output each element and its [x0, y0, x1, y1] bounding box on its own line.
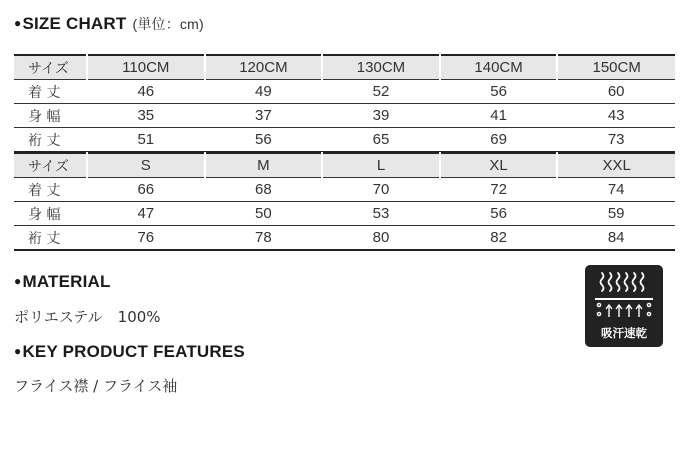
- value-cell: 46: [87, 80, 205, 104]
- header-size-cell: M: [205, 153, 323, 178]
- features-heading: [14, 342, 245, 362]
- value-cell: 80: [322, 226, 440, 251]
- value-cell: 56: [440, 202, 558, 226]
- header-label-cell: サイズ: [14, 153, 87, 178]
- value-cell: 49: [205, 80, 323, 104]
- table-row: [14, 202, 675, 226]
- table-row: [14, 80, 675, 104]
- value-cell: 66: [87, 178, 205, 202]
- table-header-row: [14, 153, 675, 178]
- value-cell: 53: [322, 202, 440, 226]
- features-value: フライス襟 / フライス袖: [14, 377, 178, 395]
- size-chart-heading: [14, 14, 204, 34]
- value-cell: 52: [322, 80, 440, 104]
- header-size-cell: S: [87, 153, 205, 178]
- moisture-wicking-icon: [585, 265, 663, 325]
- bullet: ●: [14, 274, 22, 288]
- size-chart-unit: (単位：cm): [132, 16, 204, 32]
- value-cell: 78: [205, 226, 323, 251]
- value-cell: 35: [87, 104, 205, 128]
- header-size-cell: 110CM: [87, 55, 205, 80]
- table-row: [14, 104, 675, 128]
- value-cell: 74: [557, 178, 675, 202]
- value-cell: 51: [87, 128, 205, 153]
- table-row: [14, 178, 675, 202]
- material-value: ポリエステル 100%: [14, 308, 161, 326]
- value-cell: 37: [205, 104, 323, 128]
- value-cell: 69: [440, 128, 558, 153]
- row-label-cell: 身 幅: [14, 202, 87, 226]
- value-cell: 82: [440, 226, 558, 251]
- value-cell: 84: [557, 226, 675, 251]
- row-label-cell: 着 丈: [14, 80, 87, 104]
- header-size-cell: XXL: [557, 153, 675, 178]
- header-size-cell: 150CM: [557, 55, 675, 80]
- material-heading: [14, 272, 111, 292]
- header-size-cell: 130CM: [322, 55, 440, 80]
- size-chart-title: SIZE CHART: [22, 14, 127, 33]
- header-label-cell: サイズ: [14, 55, 87, 80]
- table-row: [14, 226, 675, 251]
- value-cell: 65: [322, 128, 440, 153]
- badge-label: 吸汗速乾: [601, 326, 647, 340]
- header-size-cell: XL: [440, 153, 558, 178]
- material-title: MATERIAL: [22, 272, 111, 291]
- moisture-wicking-badge: [585, 265, 663, 347]
- row-label-cell: 身 幅: [14, 104, 87, 128]
- value-cell: 50: [205, 202, 323, 226]
- row-label-cell: 着 丈: [14, 178, 87, 202]
- header-size-cell: L: [322, 153, 440, 178]
- table-header-row: [14, 55, 675, 80]
- bullet: ●: [14, 344, 22, 358]
- value-cell: 76: [87, 226, 205, 251]
- value-cell: 72: [440, 178, 558, 202]
- header-size-cell: 140CM: [440, 55, 558, 80]
- value-cell: 43: [557, 104, 675, 128]
- row-label-cell: 裄 丈: [14, 226, 87, 251]
- value-cell: 68: [205, 178, 323, 202]
- value-cell: 41: [440, 104, 558, 128]
- value-cell: 56: [440, 80, 558, 104]
- row-label-cell: 裄 丈: [14, 128, 87, 153]
- features-title: KEY PRODUCT FEATURES: [22, 342, 245, 361]
- value-cell: 56: [205, 128, 323, 153]
- size-table-adult: [14, 152, 675, 251]
- size-table-kids: [14, 54, 675, 153]
- value-cell: 59: [557, 202, 675, 226]
- value-cell: 39: [322, 104, 440, 128]
- header-size-cell: 120CM: [205, 55, 323, 80]
- bullet: ●: [14, 16, 22, 30]
- value-cell: 47: [87, 202, 205, 226]
- value-cell: 60: [557, 80, 675, 104]
- value-cell: 73: [557, 128, 675, 153]
- value-cell: 70: [322, 178, 440, 202]
- table-row: [14, 128, 675, 153]
